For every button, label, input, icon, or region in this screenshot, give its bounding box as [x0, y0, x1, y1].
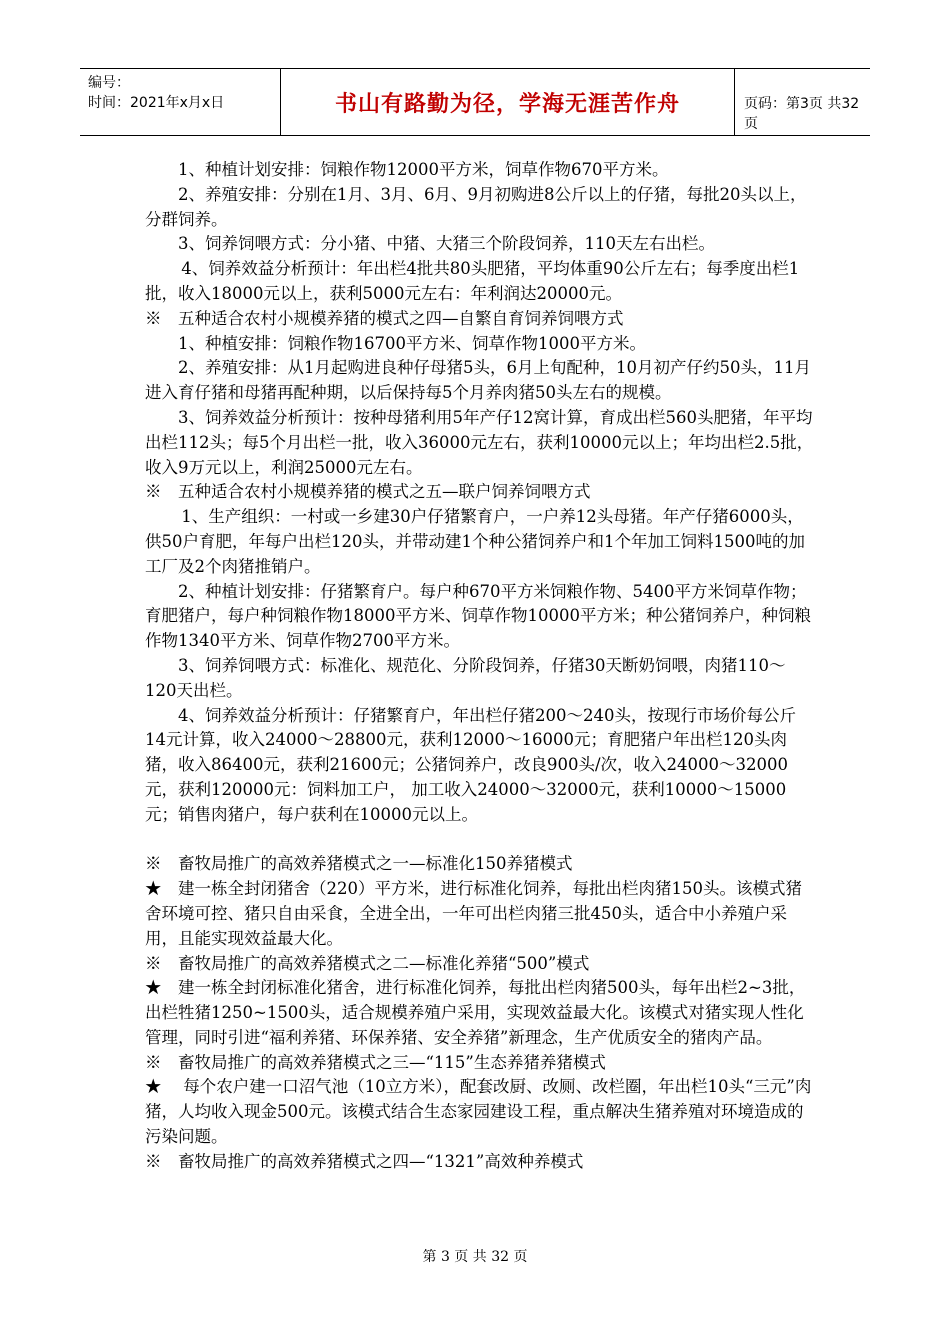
- paragraph: 1、生产组织：一村或一乡建30户仔猪繁育户，一户养12头母猪。年产仔猪6000头，供50户育肥，年每户出栏120头，并带动建1个种公猪饲养户和1个年加工饲料1500吨的加工厂及2个肉猪推销户。: [145, 507, 805, 576]
- section-heading: ※ 畜牧局推广的高效养猪模式之四—“1321”高效种养模式: [145, 1151, 584, 1171]
- paragraph: 2、养殖安排：分别在1月、3月、6月、9月初购进8公斤以上的仔猪，每批20头以上，分群饲养。: [145, 184, 807, 229]
- section-heading: ※ 畜牧局推广的高效养猪模式之一—标准化150养猪模式: [145, 854, 573, 874]
- header-meta: [88, 73, 224, 113]
- paragraph: ★ 建一栋全封闭猪舍（220）平方米，进行标准化饲养，每批出栏肉猪150头。该模式猪舍环境可控、猪只自由采食，全进全出，一年可出栏肉猪三批450头，适合中小养殖户采用，且能实现效益最大化。: [145, 879, 802, 948]
- paragraph: ★ 每个农户建一口沼气池（10立方米），配套改厨、改厕、改栏圈，年出栏10头“三元”肉猪，人均收入现金500元。该模式结合生态家园建设工程，重点解决生猪养殖对环境造成的污染问题。: [145, 1077, 812, 1147]
- section-heading: ※ 畜牧局推广的高效养猪模式之三—“115”生态养猪养猪模式: [145, 1052, 606, 1072]
- section-heading: ※ 五种适合农村小规模养猪的模式之五—联户饲养饲喂方式: [145, 482, 591, 502]
- document-time-label: 时间：2021年x月x日: [88, 95, 225, 111]
- paragraph: 3、饲养饲喂方式：标准化、规范化、分阶段饲养，仔猪30天断奶饲喂，肉猪110～120天出栏。: [145, 655, 786, 700]
- document-number-label: 编号：: [88, 75, 130, 91]
- paragraph: 4、饲养效益分析预计：年出栏4批共80头肥猪，平均体重90公斤左右；每季度出栏1批，收入18000元以上，获利5000元左右：年利润达20000元。: [145, 259, 800, 303]
- paragraph: 1、种植计划安排：饲粮作物12000平方米，饲草作物670平方米。: [178, 160, 669, 179]
- paragraph: 3、饲养效益分析预计：按种母猪利用5年产仔12窝计算，育成出栏560头肥猪，年平均出栏112头；每5个月出栏一批，收入36000元左右，获利10000元以上；年均出栏2.5批，收入9万元以上，利润25000元左右。: [145, 407, 814, 477]
- header-motto: 书山有路勤为径，学海无涯苦作舟: [334, 91, 680, 117]
- page-header: [80, 68, 870, 136]
- paragraph: 4、饲养效益分析预计：仔猪繁育户，年出栏仔猪200～240头，按现行市场价每公斤14元计算，收入24000～28800元，获利12000～16000元；育肥猪户年出栏120头肉猪，收入86400元，获利21600元；公猪饲养户，改良900头/次，收入24000～32000元，获利120000元：饲料加工户， 加工收入24000～32000元，获利10000～15000元；销售肉猪户，每户获利在10000元以上。: [145, 705, 796, 824]
- section-heading: ※ 畜牧局推广的高效养猪模式之二—标准化养猪“500”模式: [145, 953, 590, 973]
- paragraph: 3、饲养饲喂方式：分小猪、中猪、大猪三个阶段饲养，110天左右出栏。: [178, 234, 715, 254]
- paragraph: ★ 建一栋全封闭标准化猪舍，进行标准化饲养，每批出栏肉猪500头，每年出栏2~3批，出栏牲猪1250~1500头，适合规模养殖户采用，实现效益最大化。该模式对猪实现人性化管理，同时引进“福利养猪、环保养猪、安全养猪”新理念，生产优质安全的猪肉产品。: [145, 978, 806, 1047]
- header-motto-cell: [280, 69, 735, 135]
- paragraph: 2、种植计划安排：仔猪繁育户。每户种670平方米饲粮作物、5400平方米饲草作物；育肥猪户，每户种饲粮作物18000平方米、饲草作物10000平方米；种公猪饲养户，种饲粮作物1340平方米、饲草作物2700平方米。: [145, 581, 811, 651]
- section-heading: ※ 五种适合农村小规模养猪的模式之四—自繁自育饲养饲喂方式: [145, 308, 624, 328]
- paragraph: 2、养殖安排：从1月起购进良种仔母猪5头，6月上旬配种，10月初产仔约50头，11月进入育仔猪和母猪再配种期，以后保持每5个月养肉猪50头左右的规模。: [145, 358, 811, 403]
- page-footer: 第 3 页 共 32 页: [422, 1249, 528, 1265]
- header-page-number: 页码：第3页 共32页: [744, 96, 860, 132]
- paragraph: 1、种植安排：饲粮作物16700平方米、饲草作物1000平方米。: [178, 333, 646, 353]
- document-body: [145, 158, 815, 1175]
- blank-line: [145, 828, 815, 853]
